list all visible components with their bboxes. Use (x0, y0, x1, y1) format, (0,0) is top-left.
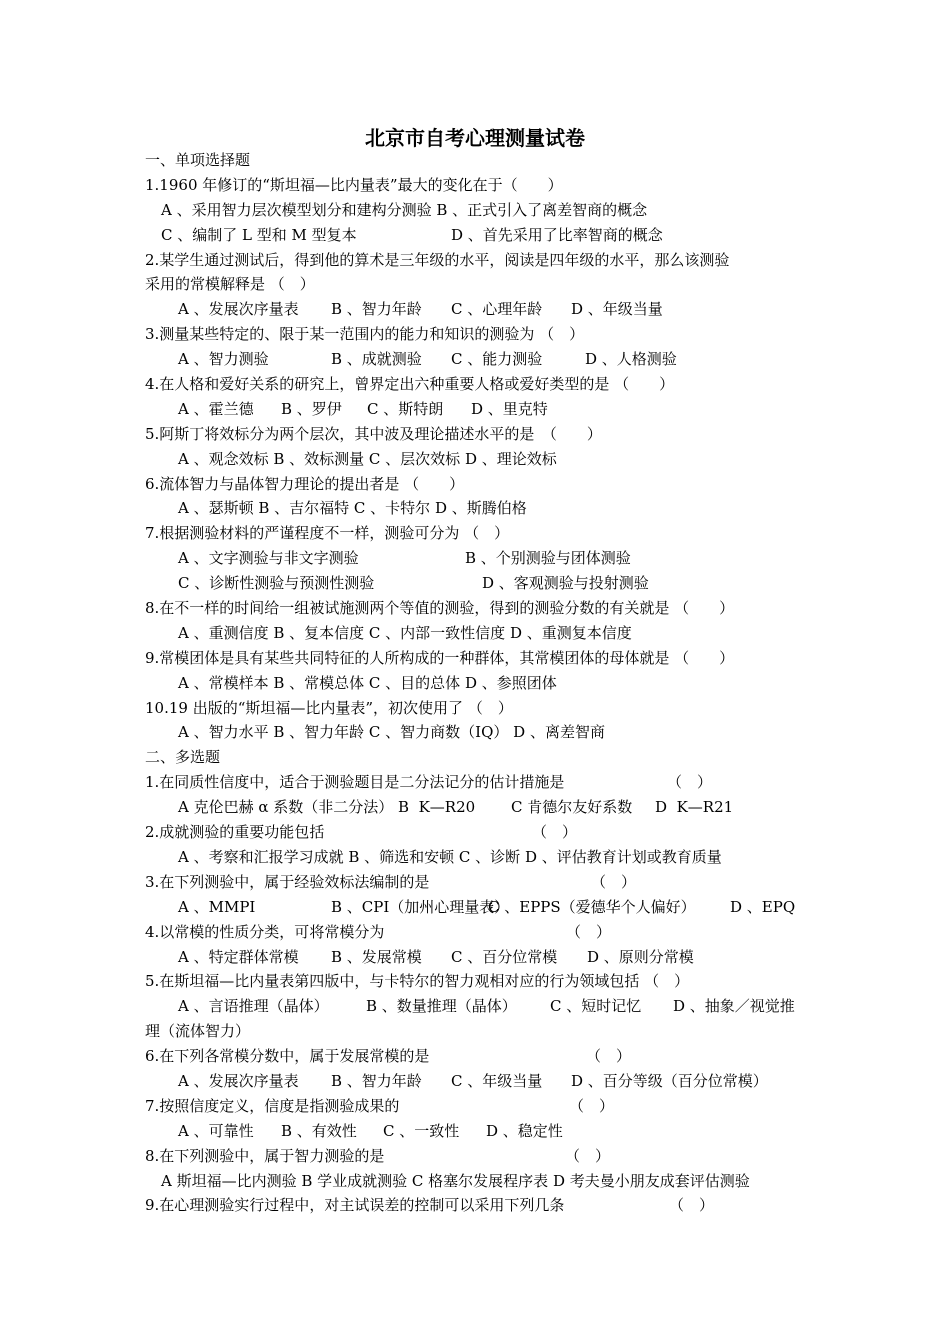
text-line (145, 1144, 811, 1169)
text-line (145, 1169, 811, 1194)
text-line (145, 696, 811, 721)
text-line (145, 223, 811, 248)
text-line (145, 347, 811, 372)
text-line (145, 845, 811, 870)
text-segment: B 、智力年龄 (331, 1071, 422, 1090)
text-segment: （ ） (667, 773, 713, 792)
text-line (145, 322, 811, 347)
text-segment: （ ） (565, 1146, 611, 1165)
text-segment: （ ） (532, 823, 578, 842)
text-segment: A 、智力测验 (178, 350, 269, 369)
text-segment: A 、考察和汇报学习成就 B 、筛选和安顿 C 、诊断 D 、评估教育计划或教育质量 (178, 847, 722, 866)
page-title: 北京市自考心理测量试卷 (365, 126, 585, 150)
text-line (145, 546, 811, 571)
text-segment: B 、CPI（加州心理量表） (331, 897, 510, 916)
text-segment: D 、首先采用了比率智商的概念 (451, 225, 663, 244)
text-line (145, 920, 811, 945)
text-segment: 7.按照信度定义，信度是指测验成果的 (145, 1096, 400, 1115)
text-line (145, 272, 811, 297)
text-segment: A 、文字测验与非文字测验 (178, 549, 359, 568)
text-segment: A 、智力水平 B 、智力年龄 C 、智力商数（IQ） D 、离差智商 (178, 723, 605, 742)
text-segment: 3.在下列测验中，属于经验效标法编制的是 (145, 872, 430, 891)
text-line (145, 720, 811, 745)
text-segment: 6.流体智力与晶体智力理论的提出者是 （ ） (145, 474, 465, 493)
text-segment: C 、百分位常模 (451, 947, 558, 966)
text-segment: 4.在人格和爱好关系的研究上，曾界定出六种重要人格或爱好类型的是 （ ） (145, 375, 675, 394)
text-segment: C 、短时记忆 (550, 997, 642, 1016)
text-segment: A 、观念效标 B 、效标测量 C 、层次效标 D 、理论效标 (178, 449, 557, 468)
text-segment: A 斯坦福—比内测验 B 学业成就测验 C 格塞尔发展程序表 D 考夫曼小朋友成套评估测验 (161, 1171, 750, 1190)
text-line (145, 472, 811, 497)
text-line (145, 671, 811, 696)
text-line (145, 198, 811, 223)
text-line (145, 969, 811, 994)
text-segment: （ ） (669, 1196, 715, 1215)
text-segment: A 、MMPI (178, 897, 256, 916)
text-line (145, 820, 811, 845)
text-line (145, 1119, 811, 1144)
text-segment: 5.阿斯丁将效标分为两个层次，其中波及理论描述水平的是 （ ） (145, 424, 602, 443)
text-segment: C 、能力测验 (451, 350, 543, 369)
text-segment: 1.在同质性信度中，适合于测验题目是二分法记分的估计措施是 (145, 773, 565, 792)
text-line (145, 745, 811, 770)
text-segment: D 、稳定性 (486, 1121, 563, 1140)
text-segment: C 、心理年龄 (451, 300, 543, 319)
text-segment: C 、编制了 L 型和 M 型复本 (161, 225, 357, 244)
text-segment: 8.在不一样的时间给一组被试施测两个等值的测验，得到的测验分数的有关就是 （ ） (145, 599, 735, 618)
text-segment: B 、成就测验 (331, 350, 422, 369)
text-segment: D 、原则分常模 (587, 947, 694, 966)
text-segment: 7.根据测验材料的严谨程度不一样，测验可分为 （ ） (145, 524, 510, 543)
text-line (145, 173, 811, 198)
text-segment: B 、数量推理（晶体） (366, 997, 517, 1016)
text-line (145, 1044, 811, 1069)
text-line (145, 397, 811, 422)
text-segment: 一、单项选择题 (145, 151, 251, 169)
text-segment: A 、可靠性 (178, 1121, 254, 1140)
text-segment: 2.成就测验的重要功能包括 (145, 823, 325, 842)
text-segment: D 、EPQ (730, 897, 796, 916)
text-line (145, 870, 811, 895)
text-segment: B 、罗伊 (281, 399, 342, 418)
text-segment: C 、斯特朗 (367, 399, 444, 418)
text-segment: 理（流体智力） (145, 1022, 251, 1041)
text-segment: 10.19 出版的“斯坦福—比内量表”，初次使用了 （ ） (145, 698, 513, 717)
text-segment: D 、百分等级（百分位常模） (571, 1071, 768, 1090)
text-segment: A 、瑟斯顿 B 、吉尔福特 C 、卡特尔 D 、斯腾伯格 (178, 499, 527, 518)
text-segment: 1.1960 年修订的“斯坦福—比内量表”最大的变化在于（ ） (145, 175, 563, 194)
text-line (145, 521, 811, 546)
text-line (145, 447, 811, 472)
text-line (145, 297, 811, 322)
text-segment: B 、有效性 (281, 1121, 357, 1140)
text-segment: D K—R21 (655, 798, 734, 817)
text-segment: C 、诊断性测验与预测性测验 (178, 574, 375, 593)
text-segment: 9.在心理测验实行过程中，对主试误差的控制可以采用下列几条 (145, 1196, 565, 1215)
text-line (145, 994, 811, 1019)
text-segment: B 、发展常模 (331, 947, 422, 966)
text-segment: 采用的常模解释是 （ ） (145, 275, 315, 294)
text-segment: 4.以常模的性质分类，可将常模分为 (145, 922, 385, 941)
text-segment: A 克伦巴赫 α 系数（非二分法） B K—R20 (178, 798, 476, 817)
text-segment: B 、智力年龄 (331, 300, 422, 319)
text-line (145, 248, 811, 273)
text-line (145, 1193, 811, 1218)
text-line (145, 621, 811, 646)
text-line (145, 1069, 811, 1094)
text-line (145, 422, 811, 447)
text-segment: D 、年级当量 (571, 300, 663, 319)
text-segment: A 、采用智力层次模型划分和建构分测验 B 、正式引入了离差智商的概念 (161, 200, 648, 219)
text-segment: 2.某学生通过测试后，得到他的算术是三年级的水平，阅读是四年级的水平，那么该测验 (145, 250, 730, 269)
text-line (145, 1019, 811, 1044)
text-segment: C 、EPPS（爱德华个人偏好） (488, 897, 696, 916)
text-segment: A 、常模样本 B 、常模总体 C 、目的总体 D 、参照团体 (178, 673, 557, 692)
text-line (145, 571, 811, 596)
text-line (145, 646, 811, 671)
text-segment: A 、发展次序量表 (178, 300, 299, 319)
text-segment: 3.测量某些特定的、限于某一范围内的能力和知识的测验为 （ ） (145, 325, 585, 344)
text-segment: 6.在下列各常模分数中，属于发展常模的是 (145, 1047, 430, 1066)
text-line (145, 895, 811, 920)
text-line (145, 596, 811, 621)
text-segment: D 、里克特 (471, 399, 548, 418)
text-line (145, 496, 811, 521)
text-segment: A 、重测信度 B 、复本信度 C 、内部一致性信度 D 、重测复本信度 (178, 623, 632, 642)
text-segment: （ ） (591, 872, 637, 891)
question-list (145, 148, 811, 1218)
text-segment: 二、多选题 (145, 748, 221, 767)
text-segment: A 、特定群体常模 (178, 947, 299, 966)
text-segment: D 、客观测验与投射测验 (482, 574, 649, 593)
text-line (145, 770, 811, 795)
text-line (145, 148, 811, 173)
text-line (145, 795, 811, 820)
text-line (145, 945, 811, 970)
text-segment: C 、一致性 (383, 1121, 460, 1140)
text-segment: 8.在下列测验中，属于智力测验的是 (145, 1146, 385, 1165)
text-segment: B 、个别测验与团体测验 (465, 549, 631, 568)
text-segment: （ ） (569, 1096, 615, 1115)
text-segment: C 肯德尔友好系数 (511, 798, 633, 817)
text-segment: D 、抽象／视觉推 (673, 997, 795, 1016)
text-line (145, 372, 811, 397)
text-segment: 5.在斯坦福—比内量表第四版中，与卡特尔的智力观相对应的行为领域包括 （ ） (145, 972, 690, 991)
text-segment: （ ） (566, 922, 612, 941)
text-segment: 9.常模团体是具有某些共同特征的人所构成的一种群体，其常模团体的母体就是 （ ） (145, 648, 735, 667)
text-segment: A 、霍兰德 (178, 399, 254, 418)
text-segment: C 、年级当量 (451, 1071, 543, 1090)
text-segment: A 、发展次序量表 (178, 1071, 299, 1090)
text-segment: （ ） (586, 1047, 632, 1066)
text-segment: D 、人格测验 (585, 350, 677, 369)
text-line (145, 1094, 811, 1119)
text-segment: A 、言语推理（晶体） (178, 997, 329, 1016)
